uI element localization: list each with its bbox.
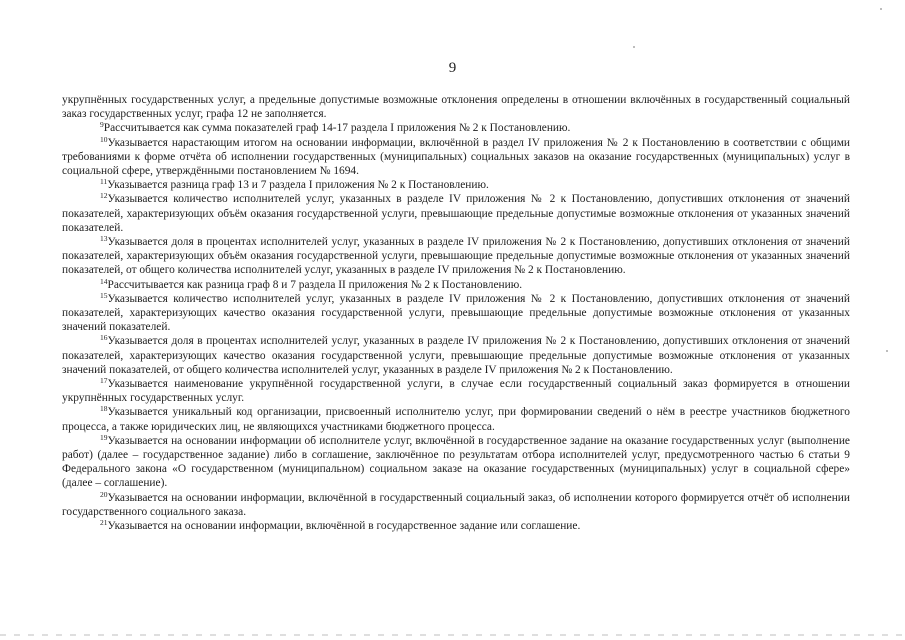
footnote-text: Указывается уникальный код организации, присвоенный исполнителю услуг, при формировании сведений о нём в реестре участников бюджетного процесса, а также юридических лиц, не являющихся участниками бюджетного процесса. (62, 406, 850, 433)
document-body (62, 93, 850, 533)
footnote-text: Указывается количество исполнителей услуг, указанных в разделе IV приложения № 2 к Постановлению, допустивших отклонения от значений показателей, характеризующих объём оказания государственной услуги, превышающие предельные допустимые возможные отклонения от указанных значений показателей. (62, 193, 850, 234)
intro-paragraph: укрупнённых государственных услуг, а предельные допустимые возможные отклонения определены в отношении включённых в государственный социальный заказ государственных услуг, графа 12 не заполняется. (62, 94, 850, 121)
footnote-14 (62, 278, 850, 292)
footnote-number: 14 (100, 276, 108, 286)
scan-bottom-edge (0, 634, 905, 636)
footnote-number: 17 (100, 376, 108, 386)
footnote-text: Указывается количество исполнителей услуг, указанных в разделе IV приложения № 2 к Постановлению, допустивших отклонения от значений показателей, характеризующих качество оказания государственной услуги, превышающие предельные допустимые возможные отклонения от указанных значений показателей. (62, 292, 850, 334)
footnote-text: Указывается на основании информации, включённой в государственное задание или соглашение. (107, 520, 581, 533)
footnote-20 (62, 491, 850, 519)
footnote-number: 12 (100, 191, 108, 201)
scan-speck (633, 46, 635, 48)
footnote-text: Рассчитывается как сумма показателей граф 14-17 раздела I приложения № 2 к Постановлению. (103, 122, 571, 135)
footnote-text: Указывается на основании информации об исполнителе услуг, включённой в государственное задание на оказание государственных услуг (выполнение работ) (далее – государственное задание) либо в соглашение, заключённое по результатам отбора исполнителей услуг, предусмотренного частью 6 статьи 9 Федерального закона «О государственном (муниципальном) социальном заказе на оказание государственных (муниципальных) услуг в социальной сфере» (далее – соглашение). (62, 434, 850, 490)
footnote-number: 19 (100, 432, 108, 442)
footnote-13 (62, 235, 850, 278)
footnote-number: 9 (100, 120, 104, 130)
footnote-number: 10 (100, 134, 108, 144)
footnote-text: Указывается наименование укрупнённой государственной услуги, в случае если государственный социальный заказ формируется в отношении укрупнённых государственных услуг. (62, 378, 850, 405)
footnote-number: 13 (100, 234, 108, 244)
footnote-text: Указывается разница граф 13 и 7 раздела I приложения № 2 к Постановлению. (107, 179, 489, 192)
footnote-text: Указывается на основании информации, включённой в государственный социальный заказ, об исполнении которого формируется отчёт об исполнении государственного социального заказа. (62, 491, 850, 518)
footnote-text: Указывается нарастающим итогом на основании информации, включённой в раздел IV приложения № 2 к Постановлению в соответствии с общими требованиями к форме отчёта об исполнении государственных (муниципальных) социальных заказов на оказание государственных (муниципальных) услуг в социальной сфере, утверждёнными постановлением № 1694. (62, 136, 850, 178)
footnote-text: Указывается доля в процентах исполнителей услуг, указанных в разделе IV приложения № 2 к Постановлению, допустивших отклонения от значений показателей, характеризующих качество оказания государственной услуги, превышающие предельные допустимые возможные отклонения от указанных значений показателей, от общего количества исполнителей услуг, указанных в разделе IV приложения № 2 к Постановлению. (62, 335, 850, 376)
footnote-number: 11 (100, 177, 108, 187)
footnote-9 (62, 121, 850, 135)
scan-speck (886, 350, 888, 352)
footnote-12 (62, 192, 850, 235)
footnote-17 (62, 377, 850, 405)
footnote-19 (62, 434, 850, 491)
footnote-10 (62, 136, 850, 179)
footnote-number: 18 (100, 404, 108, 414)
footnote-number: 16 (100, 333, 108, 343)
footnote-text: Указывается доля в процентах исполнителей услуг, указанных в разделе IV приложения № 2 к Постановлению, допустивших отклонения от значений показателей, характеризующих объём оказания государственной услуги, превышающие предельные допустимые возможные отклонения от указанных значений показателей, от общего количества исполнителей услуг, указанных в разделе IV приложения № 2 к Постановлению. (62, 236, 850, 277)
footnote-11 (62, 178, 850, 192)
footnote-15 (62, 292, 850, 335)
page-number: 9 (448, 60, 457, 76)
footnote-number: 21 (100, 518, 108, 528)
footnote-number: 15 (100, 290, 108, 300)
footnote-21 (62, 519, 850, 533)
footnote-18 (62, 405, 850, 433)
footnote-number: 20 (100, 489, 108, 499)
footnote-16 (62, 334, 850, 377)
scan-speck (880, 8, 882, 10)
footnote-text: Рассчитывается как разница граф 8 и 7 раздела II приложения № 2 к Постановлению. (107, 278, 523, 291)
